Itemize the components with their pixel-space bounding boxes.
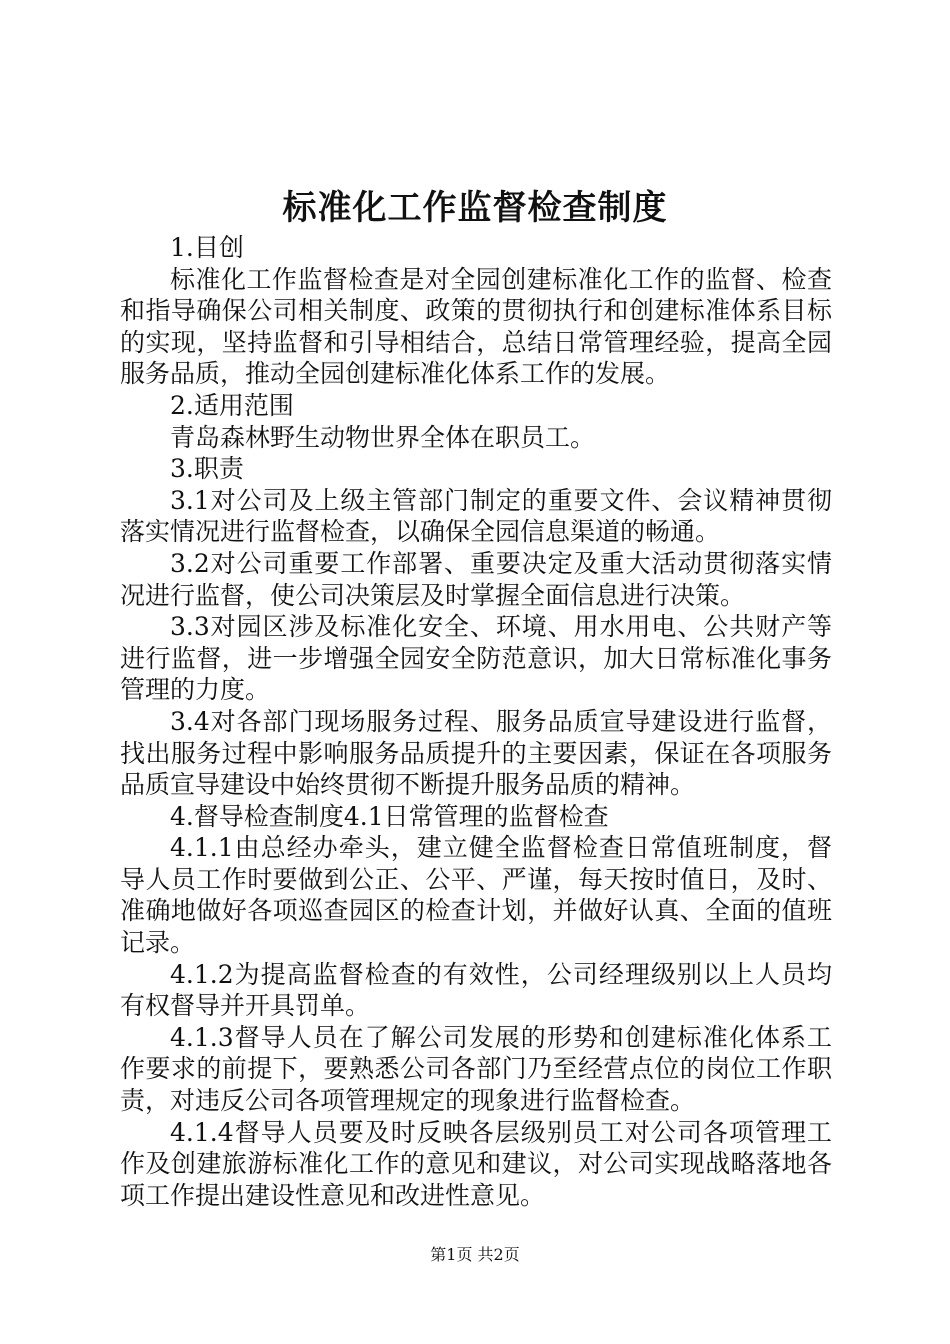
section-heading-duties: 3.职责 — [170, 454, 244, 484]
document-body — [120, 232, 832, 1211]
paragraph-purpose: 标准化工作监督检查是对全园创建标准化工作的监督、检查和指导确保公司相关制度、政策的贯彻执行和创建标准体系目标的实现，坚持监督和引导相结合，总结日常管理经验，提高全园服务品质，推动全园创建标准化体系工作的发展。 — [120, 264, 832, 389]
page-footer: 第1页 共2页 — [430, 1245, 520, 1264]
paragraph-4-1-1: 4.1.1由总经办牵头，建立健全监督检查日常值班制度，督导人员工作时要做到公正、公平、严谨，每天按时值日，及时、准确地做好各项巡查园区的检查计划，并做好认真、全面的值班记录。 — [120, 833, 832, 958]
paragraph-4-1-3: 4.1.3督导人员在了解公司发展的形势和创建标准化体系工作要求的前提下，要熟悉公司各部门乃至经营点位的岗位工作职责，对违反公司各项管理规定的现象进行监督检查。 — [120, 1022, 832, 1116]
paragraph-duty-3-4: 3.4对各部门现场服务过程、服务品质宣导建设进行监督，找出服务过程中影响服务品质提升的主要因素，保证在各项服务品质宣导建设中始终贯彻不断提升服务品质的精神。 — [120, 706, 832, 800]
section-heading-supervision: 4.督导检查制度4.1日常管理的监督检查 — [170, 801, 609, 831]
document-title: 标准化工作监督检查制度 — [282, 188, 668, 228]
paragraph-4-1-2: 4.1.2为提高监督检查的有效性，公司经理级别以上人员均有权督导并开具罚单。 — [120, 959, 832, 1021]
paragraph-duty-3-1: 3.1对公司及上级主管部门制定的重要文件、会议精神贯彻落实情况进行监督检查，以确保全园信息渠道的畅通。 — [120, 485, 832, 547]
paragraph-4-1-4: 4.1.4督导人员要及时反映各层级别员工对公司各项管理工作及创建旅游标准化工作的意见和建议，对公司实现战略落地各项工作提出建设性意见和改进性意见。 — [120, 1117, 832, 1210]
section-heading-purpose: 1.目创 — [170, 233, 244, 262]
section-heading-scope: 2.适用范围 — [170, 390, 294, 420]
paragraph-scope: 青岛森林野生动物世界全体在职员工。 — [170, 422, 596, 452]
paragraph-duty-3-2: 3.2对公司重要工作部署、重要决定及重大活动贯彻落实情况进行监督，使公司决策层及时掌握全面信息进行决策。 — [120, 548, 832, 610]
paragraph-duty-3-3: 3.3对园区涉及标准化安全、环境、用水用电、公共财产等进行监督，进一步增强全园安全防范意识，加大日常标准化事务管理的力度。 — [120, 612, 832, 705]
